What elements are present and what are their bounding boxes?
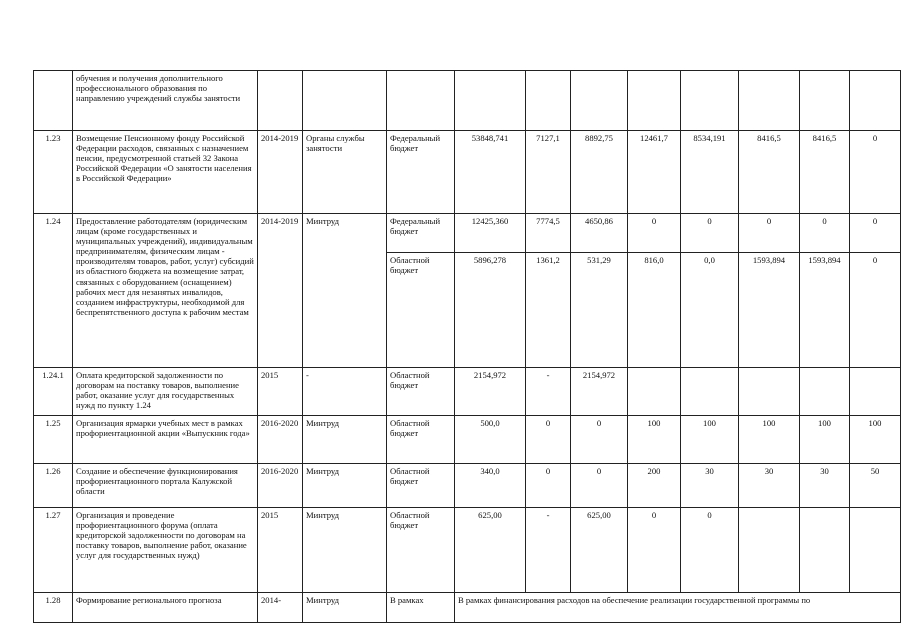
value-cell: 53848,741 <box>455 131 526 214</box>
value-cell: 7127,1 <box>526 131 571 214</box>
value-cell <box>850 71 901 131</box>
value-cell <box>739 368 800 416</box>
item-executor-cell: Минтруд <box>303 464 387 508</box>
value-cell <box>739 71 800 131</box>
item-years-cell: 2014-2019 <box>258 214 303 368</box>
value-cell: 5896,278 <box>455 253 526 368</box>
value-cell: 0 <box>628 508 681 593</box>
item-name-cell: Организация ярмарки учебных мест в рамках профориентационной акции «Выпускник года» <box>73 416 258 464</box>
item-number-cell: 1.25 <box>34 416 73 464</box>
item-executor-cell: Минтруд <box>303 508 387 593</box>
value-cell: 2154,972 <box>571 368 628 416</box>
item-years-cell: 2015 <box>258 368 303 416</box>
value-cell: 100 <box>628 416 681 464</box>
value-cell: 100 <box>850 416 901 464</box>
item-executor-cell: Минтруд <box>303 593 387 623</box>
value-cell: 0,0 <box>681 253 739 368</box>
item-name-cell: Создание и обеспечение функционирования профориентационного портала Калужской области <box>73 464 258 508</box>
value-cell: 531,29 <box>571 253 628 368</box>
table-row <box>34 464 901 508</box>
value-cell <box>800 368 850 416</box>
funding-source-cell: Областной бюджет <box>387 253 455 368</box>
item-name-cell: Предоставление работодателям (юридическим лицам (кроме государственных и муниципальных учреждений), индивидуальным предпринимателям, физическим лицам - производителям товаров, работ, услуг) субсидий из областного бюджета на возмещение затрат, связанных с оборудованием (оснащением) рабочих мест для незанятых инвалидов, созданием инфраструктуры, необходимой для беспрепятственного доступа к рабочим местам <box>73 214 258 368</box>
item-number-cell: 1.24 <box>34 214 73 368</box>
table-row <box>34 214 901 253</box>
value-cell: 100 <box>800 416 850 464</box>
value-cell: 0 <box>800 214 850 253</box>
value-cell: 100 <box>739 416 800 464</box>
value-cell <box>455 71 526 131</box>
value-cell: 0 <box>526 416 571 464</box>
table-row <box>34 71 901 131</box>
value-cell: 0 <box>850 253 901 368</box>
program-measures-table <box>33 70 901 623</box>
funding-source-cell <box>387 71 455 131</box>
value-cell: 816,0 <box>628 253 681 368</box>
item-years-cell: 2014-2019 <box>258 131 303 214</box>
value-cell: 0 <box>850 214 901 253</box>
value-cell: 500,0 <box>455 416 526 464</box>
value-cell: 0 <box>571 464 628 508</box>
item-executor-cell: - <box>303 368 387 416</box>
item-executor-cell: Минтруд <box>303 416 387 464</box>
item-number-cell: 1.26 <box>34 464 73 508</box>
merged-note-cell: В рамках финансирования расходов на обеспечение реализации государственной программы по <box>455 593 901 623</box>
table-row <box>34 416 901 464</box>
funding-source-cell: Федеральный бюджет <box>387 214 455 253</box>
value-cell: - <box>526 368 571 416</box>
value-cell: 8416,5 <box>739 131 800 214</box>
value-cell: 30 <box>800 464 850 508</box>
value-cell: 0 <box>571 416 628 464</box>
item-number-cell: 1.24.1 <box>34 368 73 416</box>
item-executor-cell: Органы службы занятости <box>303 131 387 214</box>
item-name-cell: Организация и проведение профориентационного форума (оплата кредиторской задолженности по договорам на поставку товаров, выполнение работ, оказание услуг для государственных нужд) <box>73 508 258 593</box>
value-cell: 1361,2 <box>526 253 571 368</box>
value-cell: 4650,86 <box>571 214 628 253</box>
value-cell: 0 <box>681 508 739 593</box>
table-body <box>34 71 901 623</box>
item-years-cell: 2015 <box>258 508 303 593</box>
value-cell <box>628 71 681 131</box>
value-cell: 0 <box>526 464 571 508</box>
value-cell: 2154,972 <box>455 368 526 416</box>
value-cell <box>628 368 681 416</box>
value-cell: 8892,75 <box>571 131 628 214</box>
value-cell: 0 <box>850 131 901 214</box>
table-row <box>34 368 901 416</box>
value-cell: 200 <box>628 464 681 508</box>
value-cell <box>850 508 901 593</box>
item-name-cell: обучения и получения дополнительного профессионального образования по направлению учреждений службы занятости <box>73 71 258 131</box>
value-cell: 625,00 <box>455 508 526 593</box>
funding-source-cell: Областной бюджет <box>387 416 455 464</box>
value-cell: 30 <box>681 464 739 508</box>
item-number-cell: 1.28 <box>34 593 73 623</box>
item-number-cell: 1.23 <box>34 131 73 214</box>
value-cell <box>571 71 628 131</box>
item-name-cell: Формирование регионального прогноза <box>73 593 258 623</box>
value-cell: 0 <box>628 214 681 253</box>
value-cell: 0 <box>681 214 739 253</box>
item-executor-cell: Минтруд <box>303 214 387 368</box>
item-years-cell: 2016-2020 <box>258 464 303 508</box>
value-cell: 8534,191 <box>681 131 739 214</box>
value-cell: 1593,894 <box>739 253 800 368</box>
value-cell: 1593,894 <box>800 253 850 368</box>
funding-source-cell: Областной бюджет <box>387 508 455 593</box>
item-years-cell <box>258 71 303 131</box>
value-cell <box>739 508 800 593</box>
value-cell <box>850 368 901 416</box>
item-years-cell: 2014- <box>258 593 303 623</box>
table-row <box>34 131 901 214</box>
value-cell <box>800 508 850 593</box>
item-years-cell: 2016-2020 <box>258 416 303 464</box>
item-number-cell: 1.27 <box>34 508 73 593</box>
value-cell: 12461,7 <box>628 131 681 214</box>
table-row <box>34 508 901 593</box>
value-cell: 625,00 <box>571 508 628 593</box>
value-cell: - <box>526 508 571 593</box>
value-cell: 7774,5 <box>526 214 571 253</box>
item-number-cell <box>34 71 73 131</box>
value-cell: 50 <box>850 464 901 508</box>
value-cell: 340,0 <box>455 464 526 508</box>
funding-source-cell: Федеральный бюджет <box>387 131 455 214</box>
value-cell <box>526 71 571 131</box>
value-cell <box>800 71 850 131</box>
funding-source-cell: Областной бюджет <box>387 368 455 416</box>
value-cell: 100 <box>681 416 739 464</box>
value-cell: 0 <box>739 214 800 253</box>
value-cell <box>681 368 739 416</box>
item-name-cell: Оплата кредиторской задолженности по договорам на поставку товаров, выполнение работ, оказание услуг для государственных нужд по пункту 1.24 <box>73 368 258 416</box>
value-cell <box>681 71 739 131</box>
funding-source-cell: В рамках <box>387 593 455 623</box>
value-cell: 8416,5 <box>800 131 850 214</box>
item-name-cell: Возмещение Пенсионному фонду Российской Федерации расходов, связанных с назначением пенсии, предусмотренной статьей 32 Закона Российской Федерации «О занятости населения в Российской Федерации» <box>73 131 258 214</box>
item-executor-cell <box>303 71 387 131</box>
table-row <box>34 593 901 623</box>
value-cell: 12425,360 <box>455 214 526 253</box>
funding-source-cell: Областной бюджет <box>387 464 455 508</box>
value-cell: 30 <box>739 464 800 508</box>
